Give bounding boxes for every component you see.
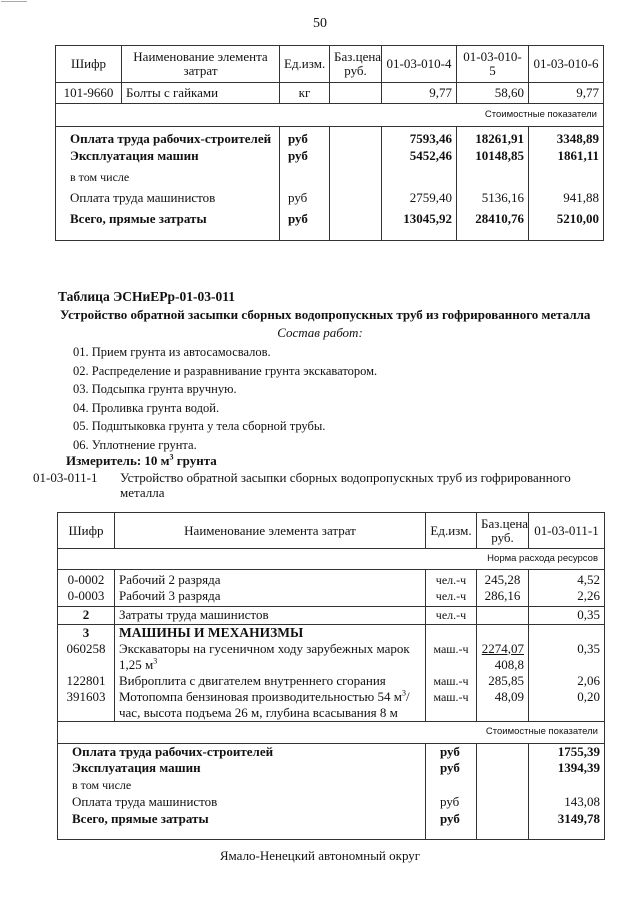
cost-name: Оплата труда машинистов: [56, 190, 280, 211]
header-col-010-6: 01-03-010-6: [529, 46, 604, 83]
table-code: Таблица ЭСНиЕРр-01-03-011: [58, 289, 236, 304]
cell-name: Рабочий 3 разряда: [115, 588, 426, 606]
cost-value: 28410,76: [457, 211, 529, 241]
cell-price: [330, 83, 382, 104]
header-name: Наименование элемента затрат: [122, 46, 280, 83]
norm-label: Норма расхода ресурсов: [58, 549, 605, 570]
cost-price: [330, 127, 382, 148]
cell-value: 2,06: [529, 673, 605, 689]
cost-value: 1394,39: [529, 760, 605, 777]
table-row: [58, 570, 605, 589]
norm-label-row: [58, 549, 605, 570]
cost-label: Стоимостные показатели: [58, 721, 605, 743]
cost-unit: руб: [426, 743, 477, 760]
cost-value: 5136,16: [457, 190, 529, 211]
cost-row: [58, 760, 605, 777]
cost-row: [56, 169, 604, 190]
cell-unit: маш.-ч: [426, 689, 477, 722]
cell-value: 9,77: [382, 83, 457, 104]
cost-value: 941,88: [529, 190, 604, 211]
header-code: Шифр: [58, 513, 115, 549]
cost-value: 143,08: [529, 794, 605, 811]
cost-unit: [426, 777, 477, 794]
cost-value: 13045,92: [382, 211, 457, 241]
cost-unit: руб: [426, 760, 477, 777]
cost-unit: руб: [280, 127, 330, 148]
header-col-010-4: 01-03-010-4: [382, 46, 457, 83]
cell-unit: маш.-ч: [426, 673, 477, 689]
header-col-011-1: 01-03-011-1: [529, 513, 605, 549]
cost-name: Оплата труда рабочих-строителей: [56, 127, 280, 148]
price-value: 2274,07: [481, 640, 524, 656]
measurement-unit: Измеритель: 10 $м^3$ грунта: [66, 452, 217, 468]
cell-name: Болты с гайками: [122, 83, 280, 104]
cost-price: [330, 211, 382, 241]
table-row: [58, 673, 605, 689]
price-value: 48,09: [494, 688, 524, 704]
cost-name: Всего, прямые затраты: [58, 811, 426, 839]
cost-value: 1755,39: [529, 743, 605, 760]
table-header-row: [58, 513, 605, 549]
cell-price: [477, 606, 529, 624]
list-item: 06. Уплотнение грунта.: [73, 437, 197, 452]
cell-code: 2: [58, 606, 115, 624]
cell-unit: чел.-ч: [426, 588, 477, 606]
cost-unit: руб: [426, 811, 477, 839]
section-label: Стоимостные показатели: [56, 104, 604, 127]
cost-unit: руб: [280, 211, 330, 241]
cost-name: в том числе: [58, 777, 426, 794]
cell-value: [529, 624, 605, 641]
cost-price: [477, 811, 529, 839]
cost-row: [58, 743, 605, 760]
cost-value: 7593,46: [382, 127, 457, 148]
cell-code: 0-0003: [58, 588, 115, 606]
cost-name: Оплата труда машинистов: [58, 794, 426, 811]
cost-row: [58, 777, 605, 794]
cell-unit: чел.-ч: [426, 570, 477, 589]
cost-price: [330, 169, 382, 190]
header-unit: Ед.изм.: [426, 513, 477, 549]
cost-value: 5210,00: [529, 211, 604, 241]
cost-row: [58, 794, 605, 811]
header-unit: Ед.изм.: [280, 46, 330, 83]
cost-value: [382, 169, 457, 190]
cost-unit: руб: [280, 148, 330, 169]
cost-name: Оплата труда рабочих-строителей: [58, 743, 426, 760]
list-item: 01. Прием грунта из автосамосвалов.: [73, 345, 271, 359]
cell-name: Экскаваторы на гусеничном ходу зарубежных марок 1,25 $м^3$: [115, 641, 426, 673]
cell-price: [477, 689, 529, 722]
list-item: 03. Подсыпка грунта вручную.: [73, 382, 237, 396]
cost-name: Эксплуатация машин: [58, 760, 426, 777]
cell-unit: кг: [280, 83, 330, 104]
works-list: [73, 345, 377, 456]
scan-corner-mark: [1, 1, 27, 2]
table-row: [58, 689, 605, 722]
cost-price: [477, 760, 529, 777]
cell-value: 0,35: [529, 641, 605, 673]
table-row: [58, 606, 605, 624]
cell-value: 0,20: [529, 689, 605, 722]
cell-code: 101-9660: [56, 83, 122, 104]
cell-value: 0,35: [529, 606, 605, 624]
cost-row: [56, 148, 604, 169]
cost-row: [58, 811, 605, 839]
cost-unit: руб: [426, 794, 477, 811]
cost-price: [330, 148, 382, 169]
cell-code: 3: [58, 624, 115, 641]
cost-row: [56, 211, 604, 241]
header-name: Наименование элемента затрат: [115, 513, 426, 549]
page-number: 50: [313, 16, 327, 31]
cell-unit: [426, 624, 477, 641]
header-code: Шифр: [56, 46, 122, 83]
table-header-row: [56, 46, 604, 83]
cost-label-row: [58, 721, 605, 743]
cost-value: [529, 169, 604, 190]
cost-price: [330, 190, 382, 211]
cell-code: 391603: [58, 689, 115, 722]
cell-name: Рабочий 2 разряда: [115, 570, 426, 589]
cost-name: Всего, прямые затраты: [56, 211, 280, 241]
cost-unit: руб: [280, 190, 330, 211]
cost-table-010: [55, 45, 604, 241]
cell-price: [477, 641, 529, 673]
table-row: [58, 588, 605, 606]
cell-unit: маш.-ч: [426, 641, 477, 673]
works-heading: Состав работ:: [277, 325, 363, 340]
cell-name: Мотопомпа бензиновая производительностью 54 $м^3$/час, высота подъема 26 м, глубина всасывания 8 м: [115, 689, 426, 722]
cell-code: 060258: [58, 641, 115, 673]
cost-value: 5452,46: [382, 148, 457, 169]
table-row: [56, 83, 604, 104]
price-value-secondary: 408,8: [494, 656, 524, 672]
cost-price: [477, 743, 529, 760]
cost-value: 3348,89: [529, 127, 604, 148]
cost-row: [56, 127, 604, 148]
cell-name: Виброплита с двигателем внутреннего сгорания: [115, 673, 426, 689]
price-value: 285,85: [488, 672, 524, 688]
cell-price: 286,16: [477, 588, 529, 606]
cost-table-011: [57, 512, 605, 840]
cell-code: 122801: [58, 673, 115, 689]
cost-value: 3149,78: [529, 811, 605, 839]
cell-unit: чел.-ч: [426, 606, 477, 624]
cost-price: [477, 794, 529, 811]
cost-value: 1861,11: [529, 148, 604, 169]
cost-row: [56, 190, 604, 211]
cost-value: 18261,91: [457, 127, 529, 148]
item-description: Устройство обратной засыпки сборных водопропускных труб из гофрированного металла: [120, 470, 571, 500]
table-title: Устройство обратной засыпки сборных водопропускных труб из гофрированного металла: [60, 307, 591, 322]
list-item: 04. Проливка грунта водой.: [73, 400, 220, 415]
cost-name: Эксплуатация машин: [56, 148, 280, 169]
cost-value: 2759,40: [382, 190, 457, 211]
item-code: 01-03-011-1: [33, 470, 98, 485]
cell-price: 245,28: [477, 570, 529, 589]
list-item: 02. Распределение и разравнивание грунта экскаватором.: [73, 363, 378, 378]
cell-name: МАШИНЫ И МЕХАНИЗМЫ: [115, 624, 426, 641]
header-base-price: Баз.цена руб.: [477, 513, 529, 549]
cost-price: [477, 777, 529, 794]
cell-price: [477, 673, 529, 689]
footer-region: Ямало-Ненецкий автономный округ: [219, 848, 421, 863]
cell-value: 2,26: [529, 588, 605, 606]
list-item: 05. Подштыковка грунта у тела сборной трубы.: [73, 419, 326, 433]
cost-value: [457, 169, 529, 190]
header-col-010-5: 01-03-010-5: [457, 46, 529, 83]
section-label-row: [56, 104, 604, 127]
cell-value: 9,77: [529, 83, 604, 104]
cost-name: в том числе: [56, 169, 280, 190]
cost-value: [529, 777, 605, 794]
cell-value: 58,60: [457, 83, 529, 104]
cost-value: 10148,85: [457, 148, 529, 169]
header-base-price: Баз.цена руб.: [330, 46, 382, 83]
cell-value: 4,52: [529, 570, 605, 589]
cell-code: 0-0002: [58, 570, 115, 589]
cell-price: [477, 624, 529, 641]
cost-unit: [280, 169, 330, 190]
table-row: [58, 641, 605, 673]
cell-name: Затраты труда машинистов: [115, 606, 426, 624]
machines-header-row: [58, 624, 605, 641]
